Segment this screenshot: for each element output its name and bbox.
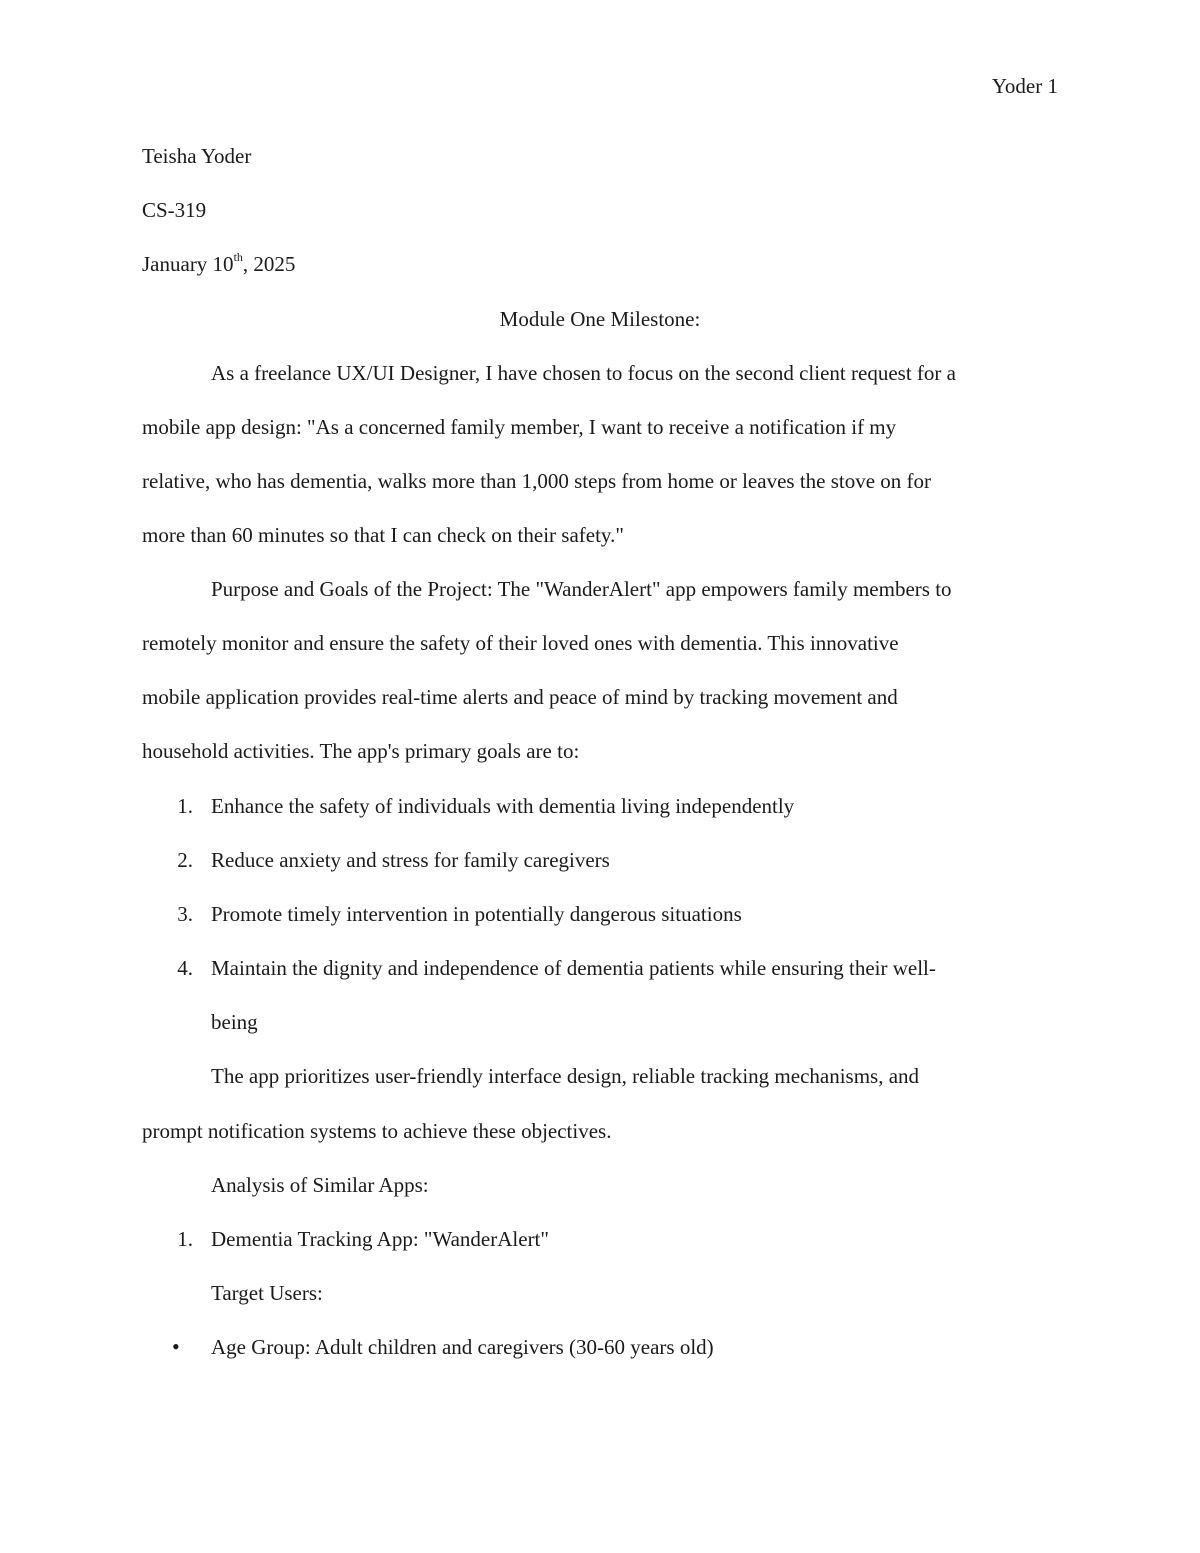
bullet-item: Age Group: Adult children and caregivers (30-60 years old) [211,1335,714,1359]
paragraph2-line3: mobile application provides real-time alerts and peace of mind by tracking movement and [142,685,898,709]
goal-item: Promote timely intervention in potentially dangerous situations [211,902,742,926]
bullet-marker: • [172,1334,180,1359]
goal-number: 3. [177,902,193,926]
paragraph1-line1: As a freelance UX/UI Designer, I have chosen to focus on the second client request for a [211,361,956,385]
analysis-heading: Analysis of Similar Apps: [211,1173,429,1197]
course-code: CS-319 [142,198,207,222]
goal-item: Maintain the dignity and independence of dementia patients while ensuring their well- [211,956,936,980]
paragraph3-line2: prompt notification systems to achieve these objectives. [142,1119,612,1143]
app-number: 1. [177,1227,193,1251]
paragraph1-line4: more than 60 minutes so that I can check on their safety." [142,523,624,547]
target-users-label: Target Users: [211,1281,323,1305]
date-line [142,250,295,278]
goal-number: 2. [177,848,193,872]
paragraph1-line2: mobile app design: "As a concerned family member, I want to receive a notification if my [142,415,897,439]
app-item: Dementia Tracking App: "WanderAlert" [211,1227,549,1251]
date-superscript: th [233,250,243,264]
goal-item: Enhance the safety of individuals with dementia living independently [211,794,795,818]
date-prefix: January 10 [142,252,234,276]
paragraph3-line1: The app prioritizes user-friendly interface design, reliable tracking mechanisms, and [211,1064,920,1088]
paragraph1-line3: relative, who has dementia, walks more than 1,000 steps from home or leaves the stove on for [142,469,932,493]
date-suffix: , 2025 [242,252,296,276]
author-name: Teisha Yoder [142,144,252,168]
goal-number: 1. [177,794,193,818]
paragraph2-line4: household activities. The app's primary goals are to: [142,739,580,763]
goal-item-continuation: being [211,1010,258,1034]
goal-item: Reduce anxiety and stress for family caregivers [211,848,610,872]
paragraph2-line1: Purpose and Goals of the Project: The "WanderAlert" app empowers family members to [211,577,952,601]
paragraph2-line2: remotely monitor and ensure the safety of their loved ones with dementia. This innovative [142,631,899,655]
document-title: Module One Milestone: [499,307,701,331]
running-head: Yoder 1 [991,74,1058,98]
goal-number: 4. [177,956,193,980]
